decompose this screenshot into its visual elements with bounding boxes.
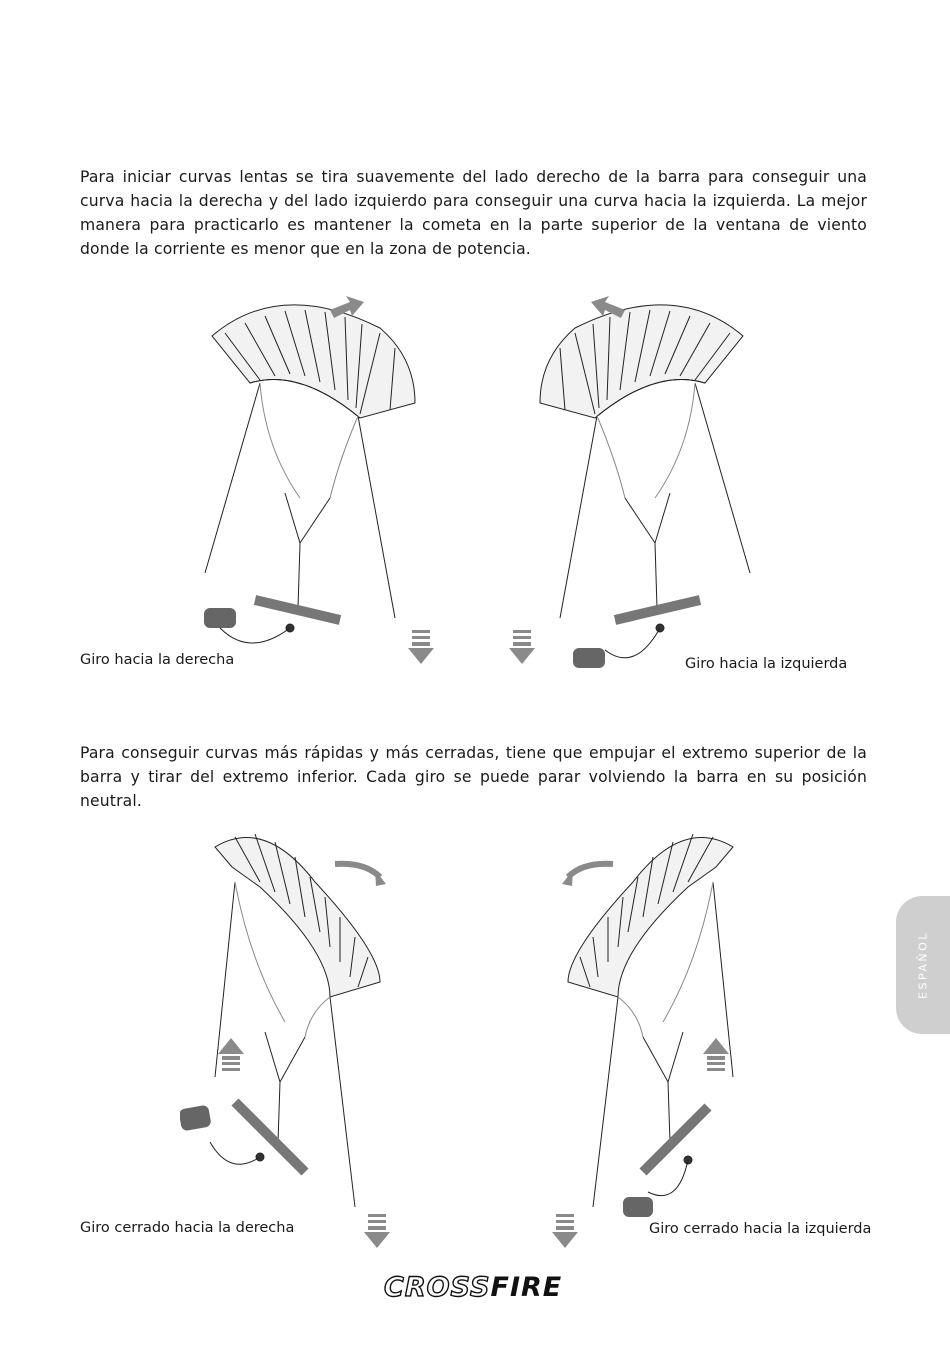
arrow-up-icon xyxy=(218,1038,244,1071)
arrow-up-icon xyxy=(703,1038,729,1071)
rotate-counterclockwise-icon xyxy=(568,864,613,877)
caption-turn-right: Giro hacia la derecha xyxy=(80,652,235,668)
illustration-turn-left xyxy=(505,288,765,678)
logo-part-fire: FIRE xyxy=(490,1272,563,1303)
illustration-sharp-left xyxy=(548,822,778,1252)
paragraph-fast-turns: Para conseguir curvas más rápidas y más cerradas, tiene que empujar el extremo superior de la barra y tirar del extremo inferior. Cada giro se puede parar volviendo la barra en su posición neutral. xyxy=(80,744,867,810)
language-side-tab xyxy=(896,896,950,1034)
arrow-down-icon xyxy=(408,630,434,664)
arrow-down-icon xyxy=(552,1214,578,1248)
caption-sharp-right: Giro cerrado hacia la derecha xyxy=(80,1220,295,1236)
intro-paragraph-slow-turns: Para iniciar curvas lentas se tira suavemente del lado derecho de la barra para conseguir una curva hacia la derecha y del lado izquierdo para conseguir una curva hacia la izquierda. La mejor manera para practicarlo es mantener la cometa en la parte superior de la ventana de viento donde la corriente es menor que en la zona de potencia. xyxy=(80,168,867,258)
logo-part-cross: CROSS xyxy=(384,1272,491,1303)
arrow-down-icon xyxy=(364,1214,390,1248)
caption-turn-left: Giro hacia la izquierda xyxy=(685,656,848,672)
illustration-sharp-right xyxy=(180,822,400,1252)
illustration-turn-right xyxy=(190,288,450,678)
arrow-down-icon xyxy=(509,630,535,664)
caption-sharp-left: Giro cerrado hacia la izquierda xyxy=(649,1221,872,1237)
crossfire-logo xyxy=(384,1271,574,1305)
rotate-clockwise-icon xyxy=(335,864,380,877)
language-label: ESPAÑOL xyxy=(916,931,930,999)
